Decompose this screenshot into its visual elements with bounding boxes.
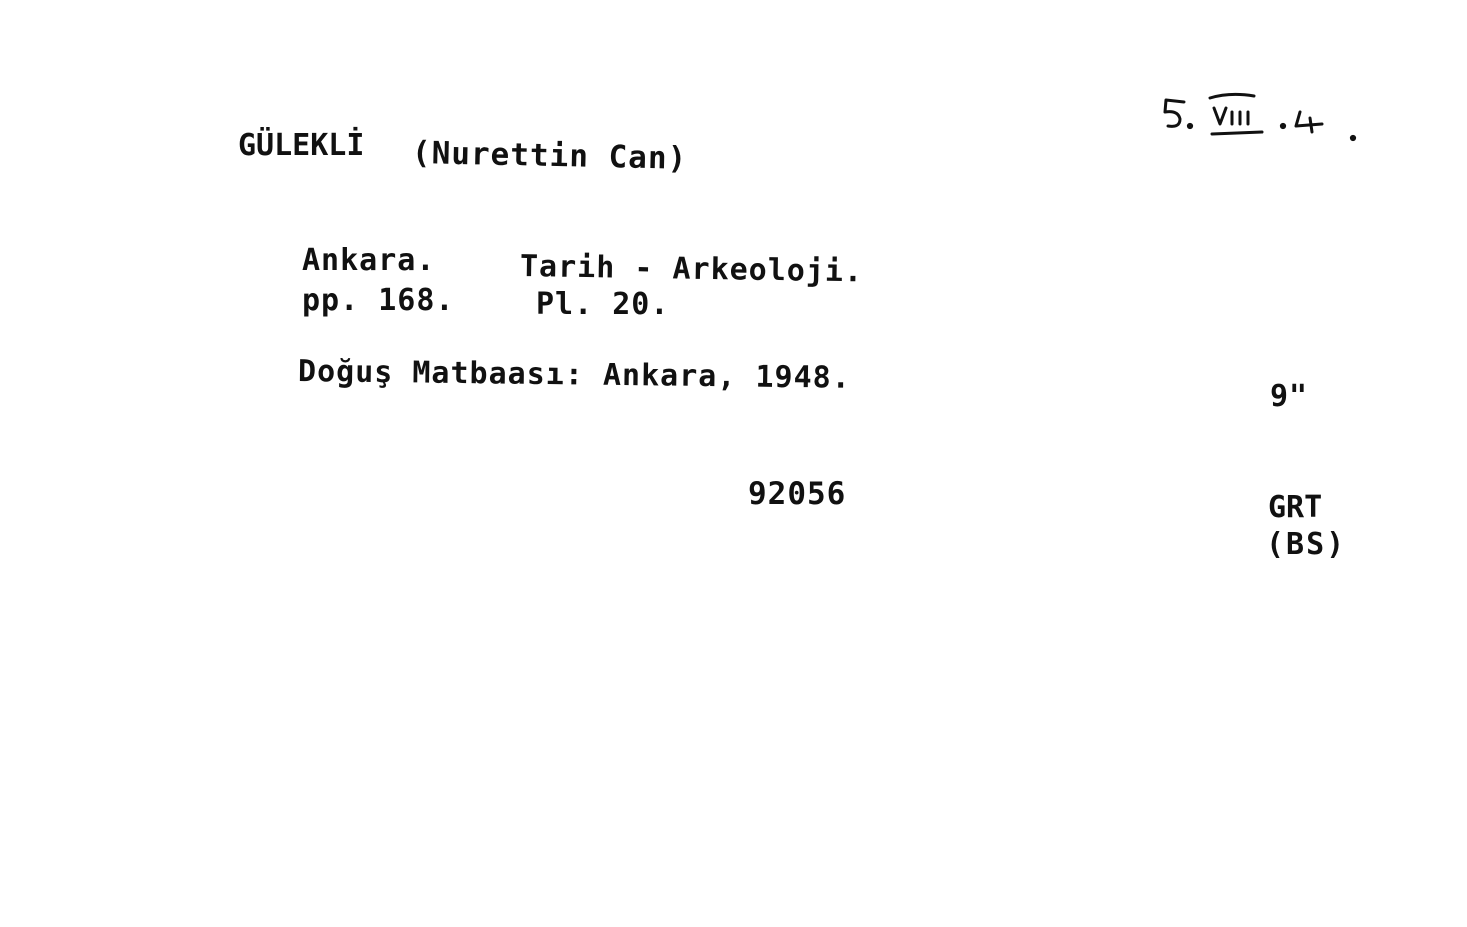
location-code-line-2: (BS) xyxy=(1266,527,1347,562)
handwritten-shelf-mark-text xyxy=(1160,94,1302,127)
accession-number: 92056 xyxy=(748,476,847,512)
size-note: 9" xyxy=(1270,379,1309,414)
subject-heading: Tarih - Arkeoloji. xyxy=(519,249,864,290)
publication-place: Ankara. xyxy=(302,243,436,278)
imprint-line: Doğuş Matbaası: Ankara, 1948. xyxy=(297,354,851,396)
plate-count: Pl. 20. xyxy=(536,287,670,322)
author-surname: GÜLEKLİ xyxy=(238,128,365,163)
author-given-names: (Nurettin Can) xyxy=(411,135,688,177)
location-code-line-1: GRT xyxy=(1268,490,1323,525)
page-count: pp. 168. xyxy=(302,283,455,318)
